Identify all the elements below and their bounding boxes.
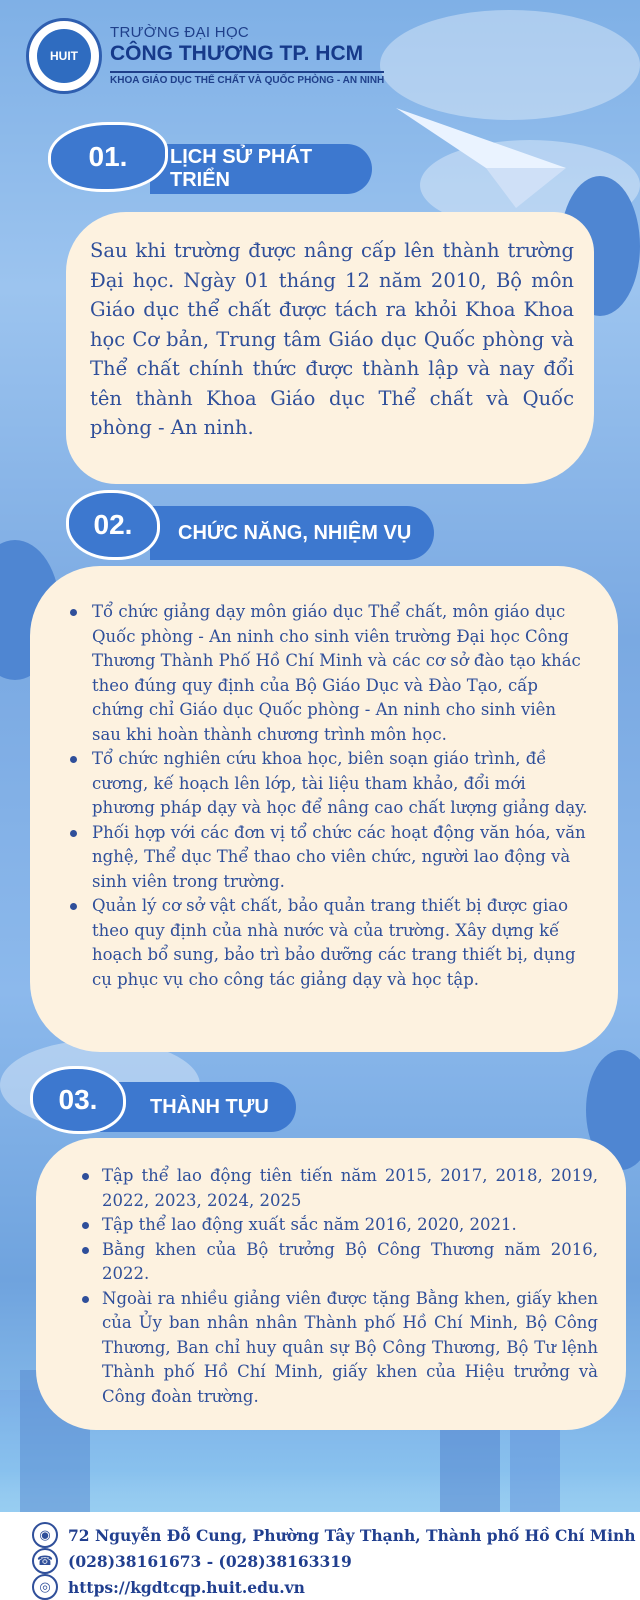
section-1-title-pill: [150, 144, 372, 194]
section-3-list: [80, 1164, 598, 1409]
website-link[interactable]: https://kgdtcqp.huit.edu.vn: [68, 1577, 305, 1597]
phone-row: [32, 1548, 352, 1574]
list-item: Tập thể lao động tiên tiến năm 2015, 2017, 2018, 2019, 2022, 2023, 2024, 2025: [80, 1164, 598, 1213]
list-item: Bằng khen của Bộ trưởng Bộ Công Thương năm 2016, 2022.: [80, 1238, 598, 1287]
section-1-card: [66, 212, 594, 484]
section-1-title: LỊCH SỬ PHÁT TRIỂN: [170, 146, 313, 191]
list-item: Tổ chức giảng dạy môn giáo dục Thể chất, môn giáo dục Quốc phòng - An ninh cho sinh viên trường Đại học Công Thương Thành Phố Hồ Chí Minh và các cơ sở đào tạo khác theo đúng quy định của Bộ Giáo Dục và Đào Tạo, cấp chứng chỉ Giáo dục Quốc phòng - An ninh cho sinh viên sau khi hoàn thành chương trình môn học.: [64, 600, 588, 747]
section-3-card: [36, 1138, 626, 1430]
address-row: [32, 1522, 636, 1548]
globe-icon: ◎: [32, 1574, 58, 1600]
section-1-number: 01.: [88, 141, 128, 172]
cloud-decoration: [380, 10, 640, 120]
faculty-name: KHOA GIÁO DỤC THỂ CHẤT VÀ QUỐC PHÒNG - AN NINH: [110, 71, 384, 86]
section-2-card: [30, 566, 618, 1052]
section-2-title: CHỨC NĂNG, NHIỆM VỤ: [178, 521, 412, 544]
section-2-title-pill: [150, 506, 434, 560]
section-3-number-badge: [30, 1066, 126, 1134]
section-2-list: [64, 600, 588, 992]
section-3-title: THÀNH TỰU: [150, 1095, 269, 1118]
phone-icon: ☎: [32, 1548, 58, 1574]
list-item: Quản lý cơ sở vật chất, bảo quản trang thiết bị được giao theo quy định của nhà nước và của trường. Xây dựng kế hoạch bổ sung, bảo trì bảo dưỡng các trang thiết bị, dụng cụ phục vụ cho công tác giảng dạy và học tập.: [64, 894, 588, 992]
section-1-number-badge: [48, 122, 168, 192]
university-label: TRƯỜNG ĐẠI HỌC: [110, 24, 250, 41]
list-item: Phối hợp với các đơn vị tổ chức các hoạt động văn hóa, văn nghệ, Thể dục Thể thao cho viên chức, người lao động và sinh viên trong trường.: [64, 821, 588, 895]
list-item: Tập thể lao động xuất sắc năm 2016, 2020, 2021.: [80, 1213, 598, 1238]
phone-text: (028)38161673 - (028)38163319: [68, 1551, 352, 1571]
section-3-number: 03.: [58, 1084, 98, 1115]
section-3-title-pill: [100, 1082, 296, 1132]
section-2-number: 02.: [93, 509, 133, 540]
paper-plane-icon: [396, 108, 566, 208]
logo-emblem: HUIT: [37, 29, 91, 83]
address-text: 72 Nguyễn Đỗ Cung, Phường Tây Thạnh, Thành phố Hồ Chí Minh: [68, 1525, 636, 1545]
contact-footer: [0, 1512, 640, 1600]
university-logo: [26, 18, 102, 94]
list-item: Tổ chức nghiên cứu khoa học, biên soạn giáo trình, đề cương, kế hoạch lên lớp, tài liệu tham khảo, đổi mới phương pháp dạy và học để nâng cao chất lượng giảng dạy.: [64, 747, 588, 821]
university-name: CÔNG THƯƠNG TP. HCM: [110, 42, 364, 65]
section-1-paragraph: Sau khi trường được nâng cấp lên thành trường Đại học. Ngày 01 tháng 12 năm 2010, Bộ môn Giáo dục thể chất được tách ra khỏi Khoa Khoa học Cơ bản, Trung tâm Giáo dục Quốc phòng và Thể chất chính thức được thành lập và nay đổi tên thành Khoa Giáo dục Thể chất và Quốc phòng - An ninh.: [90, 239, 574, 439]
location-pin-icon: ◉: [32, 1522, 58, 1548]
list-item: Ngoài ra nhiều giảng viên được tặng Bằng khen, giấy khen của Ủy ban nhân nhân Thành phố Hồ Chí Minh, Bộ Công Thương, Ban chỉ huy quân sự Bộ Công Thương, Bộ Tư lệnh Thành phố Hồ Chí Minh, giấy khen của Hiệu trưởng và Công đoàn trường.: [80, 1287, 598, 1410]
website-row: [32, 1574, 305, 1600]
section-2-number-badge: [66, 490, 160, 560]
